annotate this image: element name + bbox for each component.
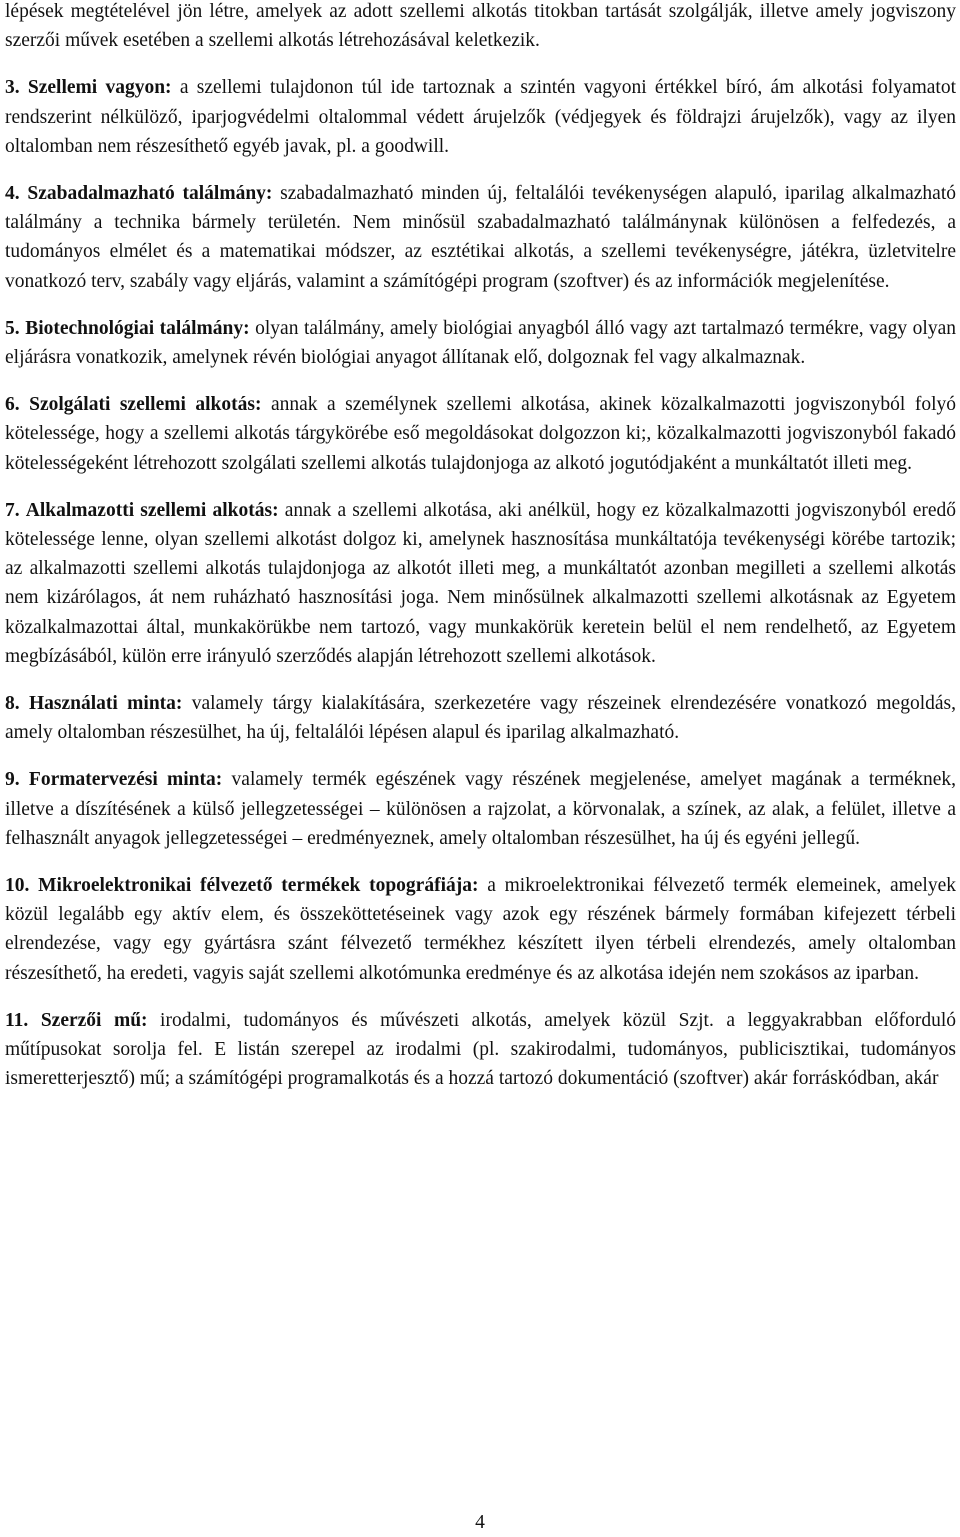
definition-term: Szerzői mű: bbox=[40, 1009, 148, 1031]
definition-text: annak a szellemi alkotása, aki anélkül, hogy ez közalkalmazotti jogviszonyból eredő kötelessége lenne, olyan szellemi alkotást dolgoz ki, amelynek hasznosítása munkáltatója tevékenységi körébe tartozik; az alkalmazotti szellemi alkotás tulajdonjoga az alkotót illeti meg, a munkáltatót azonban megilleti a szellemi alkotás nem kizárólagos, át nem ruházható hasznosítási joga. Nem minősülnek alkalmazotti szellemi alkotásnak az Egyetem közalkalmazottai által, munkakörükbe nem tartozó, vagy munkakörük keretein belül el nem rendelhető, az Egyetem megbízásából, külön erre irányuló szerződés alapján létrehozott szellemi alkotások. bbox=[5, 499, 956, 667]
definition-term: Szabadalmazható találmány: bbox=[27, 183, 273, 205]
definition-paragraph-9 bbox=[5, 765, 956, 853]
definition-term: Szellemi vagyon: bbox=[27, 77, 172, 99]
definition-text: irodalmi, tudományos és művészeti alkotás, amelyek közül Szjt. a leggyakrabban előforduló műtípusokat sorolja fel. E listán szerepel az irodalmi (pl. szakirodalmi, tudományos, publicisztikai, tudományos ismeretterjesztő) mű; a számítógépi programalkotás és a hozzá tartozó dokumentáció (szoftver) akár forráskódban, akár bbox=[5, 1009, 957, 1090]
definition-paragraph-10 bbox=[5, 871, 956, 988]
definition-paragraph-7 bbox=[5, 496, 956, 671]
definition-text: olyan találmány, amely biológiai anyagból álló vagy azt tartalmazó termékre, vagy olyan eljárásra vonatkozik, amelynek révén biológiai anyagot állítanak elő, dolgoznak fel vagy alkalmaznak. bbox=[5, 317, 956, 369]
document-body bbox=[5, 0, 956, 1094]
definition-number: 8. bbox=[5, 693, 20, 715]
definition-number: 4. bbox=[5, 183, 20, 205]
definition-paragraph-4 bbox=[5, 179, 956, 296]
intro-text: lépések megtételével jön létre, amelyek az adott szellemi alkotás titokban tartását szolgálják, illetve amely jogviszony szerzői művek esetében a szellemi alkotás létrehozásával keletkezik. bbox=[5, 1, 956, 52]
definition-term: Mikroelektronikai félvezető termékek topográfiája: bbox=[38, 875, 479, 897]
definition-text: valamely tárgy kialakítására, szerkezetére vagy részeinek elrendezésére vonatkozó megoldás, amely oltalomban részesülhet, ha új, feltalálói lépésen alapul és iparilag alkalmazható. bbox=[5, 693, 956, 744]
definition-text: a mikroelektronikai félvezető termék elemeinek, amelyek közül legalább egy aktív elem, és összeköttetéseinek vagy azok egy részének bármely formában kifejezett térbeli elrendezése, vagy egy gyártásra szánt félvezető termékhez készített ilyen térbeli elrendezés, amely oltalomban részesíthető, ha eredeti, vagyis saját szellemi alkotómunka eredménye és az alkotása idején nem szokásos az iparban. bbox=[5, 875, 956, 984]
definition-number: 6. bbox=[5, 394, 20, 416]
definition-number: 7. bbox=[5, 499, 20, 521]
definition-number: 5. bbox=[5, 317, 20, 339]
definition-text: szabadalmazható minden új, feltalálói tevékenységen alapuló, iparilag alkalmazható találmány a technika bármely területén. Nem minősül szabadalmazható találmánynak különösen a felfedezés, a tudományos elmélet és a matematikai módszer, az esztétikai alkotás, a szellemi tevékenységre, játékra, üzletvitelre vonatkozó terv, szabály vagy eljárás, valamint a számítógépi program (szoftver) és az információk megjelenítése. bbox=[5, 183, 957, 292]
definition-number: 11. bbox=[5, 1009, 29, 1031]
definition-paragraph-6 bbox=[5, 390, 956, 478]
intro-paragraph bbox=[5, 0, 956, 55]
page-number: 4 bbox=[475, 1512, 485, 1533]
definition-number: 3. bbox=[5, 77, 20, 99]
definition-term: Biotechnológiai találmány: bbox=[25, 317, 250, 339]
definition-paragraph-5 bbox=[5, 314, 956, 372]
definition-number: 10. bbox=[5, 875, 30, 897]
definition-term: Használati minta: bbox=[28, 693, 183, 715]
definition-paragraph-8 bbox=[5, 689, 956, 747]
definition-term: Szolgálati szellemi alkotás: bbox=[29, 394, 262, 416]
definition-paragraph-3 bbox=[5, 73, 956, 161]
definition-text: a szellemi tulajdonon túl ide tartoznak a szintén vagyoni értékkel bíró, ám alkotási folyamatot rendszerint nélkülöző, iparjogvédelmi oltalommal védett árujelzők (védjegyek és földrajzi árujelzők), vagy az ilyen oltalomban nem részesíthető egyéb javak, pl. a goodwill. bbox=[5, 77, 956, 157]
definition-term: Alkalmazotti szellemi alkotás: bbox=[25, 499, 279, 521]
definition-text: valamely termék egészének vagy részének megjelenése, amelyet magának a terméknek, illetve a díszítésének a külső jellegzetességei – különösen a rajzolat, a körvonalak, a színek, az alak, a felület, illetve a felhasznált anyagok jellegzetességei – eredményeznek, amely oltalomban részesülhet, ha új és egyéni jellegű. bbox=[5, 769, 956, 849]
definition-number: 9. bbox=[5, 769, 20, 791]
definition-text: annak a személynek szellemi alkotása, akinek közalkalmazotti jogviszonyból folyó kötelessége, hogy a szellemi alkotás tárgykörébe eső megoldásokat dolgozzon ki;, közalkalmazotti jogviszonyból fakadó kötelességeként létrehozott szolgálati szellemi alkotás tulajdonjoga az alkotó jogutódjaként a munkáltatót illeti meg. bbox=[5, 394, 956, 474]
definition-paragraph-11 bbox=[5, 1006, 956, 1094]
definition-term: Formatervezési minta: bbox=[28, 769, 223, 791]
